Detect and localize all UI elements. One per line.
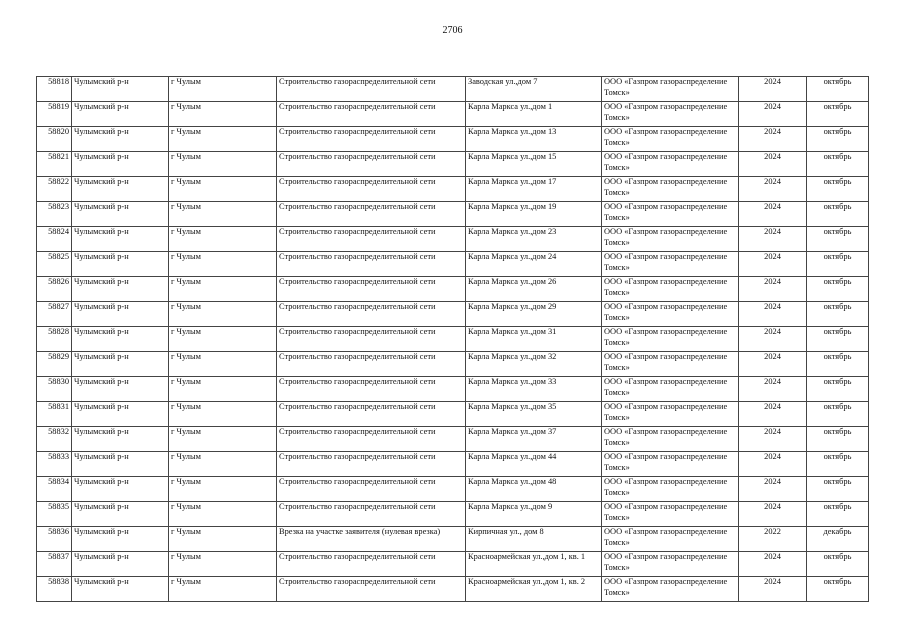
district-cell: Чулымский р-н — [72, 452, 169, 477]
address-cell: Карла Маркса ул.,дом 17 — [466, 177, 602, 202]
organization-cell: ООО «Газпром газораспределение Томск» — [602, 302, 739, 327]
month-cell: октябрь — [807, 277, 869, 302]
district-cell: Чулымский р-н — [72, 152, 169, 177]
table-row — [37, 302, 869, 327]
work-type-cell: Строительство газораспределительной сети — [277, 227, 466, 252]
table-row — [37, 427, 869, 452]
town-cell: г Чулым — [169, 177, 277, 202]
work-type-cell: Строительство газораспределительной сети — [277, 377, 466, 402]
organization-cell: ООО «Газпром газораспределение Томск» — [602, 477, 739, 502]
row-number-cell: 58837 — [37, 552, 72, 577]
row-number-cell: 58825 — [37, 252, 72, 277]
address-cell: Карла Маркса ул.,дом 24 — [466, 252, 602, 277]
table-row — [37, 202, 869, 227]
town-cell: г Чулым — [169, 152, 277, 177]
month-cell: октябрь — [807, 302, 869, 327]
address-cell: Красноармейская ул.,дом 1, кв. 2 — [466, 577, 602, 602]
table-row — [37, 127, 869, 152]
organization-cell: ООО «Газпром газораспределение Томск» — [602, 427, 739, 452]
month-cell: октябрь — [807, 577, 869, 602]
town-cell: г Чулым — [169, 77, 277, 102]
year-cell: 2024 — [739, 427, 807, 452]
gasification-registry-table — [36, 76, 869, 602]
page-number: 2706 — [442, 25, 463, 36]
district-cell: Чулымский р-н — [72, 527, 169, 552]
row-number-cell: 58820 — [37, 127, 72, 152]
month-cell: октябрь — [807, 402, 869, 427]
district-cell: Чулымский р-н — [72, 327, 169, 352]
month-cell: октябрь — [807, 477, 869, 502]
month-cell: октябрь — [807, 352, 869, 377]
year-cell: 2024 — [739, 277, 807, 302]
month-cell: октябрь — [807, 202, 869, 227]
year-cell: 2024 — [739, 227, 807, 252]
work-type-cell: Строительство газораспределительной сети — [277, 327, 466, 352]
year-cell: 2024 — [739, 102, 807, 127]
year-cell: 2024 — [739, 377, 807, 402]
work-type-cell: Строительство газораспределительной сети — [277, 77, 466, 102]
town-cell: г Чулым — [169, 402, 277, 427]
organization-cell: ООО «Газпром газораспределение Томск» — [602, 552, 739, 577]
table-row — [37, 527, 869, 552]
town-cell: г Чулым — [169, 277, 277, 302]
table-row — [37, 102, 869, 127]
year-cell: 2024 — [739, 202, 807, 227]
month-cell: октябрь — [807, 502, 869, 527]
work-type-cell: Строительство газораспределительной сети — [277, 152, 466, 177]
address-cell: Красноармейская ул.,дом 1, кв. 1 — [466, 552, 602, 577]
town-cell: г Чулым — [169, 127, 277, 152]
row-number-cell: 58833 — [37, 452, 72, 477]
work-type-cell: Строительство газораспределительной сети — [277, 102, 466, 127]
town-cell: г Чулым — [169, 552, 277, 577]
address-cell: Карла Маркса ул.,дом 48 — [466, 477, 602, 502]
work-type-cell: Строительство газораспределительной сети — [277, 177, 466, 202]
town-cell: г Чулым — [169, 227, 277, 252]
table-row — [37, 477, 869, 502]
town-cell: г Чулым — [169, 327, 277, 352]
organization-cell: ООО «Газпром газораспределение Томск» — [602, 527, 739, 552]
registry-body — [37, 77, 869, 602]
district-cell: Чулымский р-н — [72, 127, 169, 152]
year-cell: 2024 — [739, 477, 807, 502]
table-row — [37, 327, 869, 352]
organization-cell: ООО «Газпром газораспределение Томск» — [602, 152, 739, 177]
organization-cell: ООО «Газпром газораспределение Томск» — [602, 177, 739, 202]
month-cell: октябрь — [807, 177, 869, 202]
organization-cell: ООО «Газпром газораспределение Томск» — [602, 577, 739, 602]
address-cell: Карла Маркса ул.,дом 19 — [466, 202, 602, 227]
work-type-cell: Строительство газораспределительной сети — [277, 502, 466, 527]
address-cell: Карла Маркса ул.,дом 15 — [466, 152, 602, 177]
month-cell: декабрь — [807, 527, 869, 552]
work-type-cell: Строительство газораспределительной сети — [277, 577, 466, 602]
row-number-cell: 58838 — [37, 577, 72, 602]
month-cell: октябрь — [807, 127, 869, 152]
district-cell: Чулымский р-н — [72, 177, 169, 202]
district-cell: Чулымский р-н — [72, 427, 169, 452]
table-row — [37, 252, 869, 277]
district-cell: Чулымский р-н — [72, 402, 169, 427]
row-number-cell: 58836 — [37, 527, 72, 552]
organization-cell: ООО «Газпром газораспределение Томск» — [602, 352, 739, 377]
work-type-cell: Строительство газораспределительной сети — [277, 252, 466, 277]
address-cell: Карла Маркса ул.,дом 1 — [466, 102, 602, 127]
year-cell: 2024 — [739, 552, 807, 577]
year-cell: 2024 — [739, 302, 807, 327]
work-type-cell: Строительство газораспределительной сети — [277, 452, 466, 477]
district-cell: Чулымский р-н — [72, 202, 169, 227]
year-cell: 2022 — [739, 527, 807, 552]
address-cell: Карла Маркса ул.,дом 13 — [466, 127, 602, 152]
month-cell: октябрь — [807, 77, 869, 102]
table-row — [37, 277, 869, 302]
table-row — [37, 452, 869, 477]
district-cell: Чулымский р-н — [72, 227, 169, 252]
address-cell: Карла Маркса ул.,дом 31 — [466, 327, 602, 352]
row-number-cell: 58829 — [37, 352, 72, 377]
organization-cell: ООО «Газпром газораспределение Томск» — [602, 327, 739, 352]
organization-cell: ООО «Газпром газораспределение Томск» — [602, 502, 739, 527]
year-cell: 2024 — [739, 577, 807, 602]
organization-cell: ООО «Газпром газораспределение Томск» — [602, 252, 739, 277]
town-cell: г Чулым — [169, 427, 277, 452]
row-number-cell: 58822 — [37, 177, 72, 202]
year-cell: 2024 — [739, 152, 807, 177]
row-number-cell: 58821 — [37, 152, 72, 177]
district-cell: Чулымский р-н — [72, 477, 169, 502]
address-cell: Карла Маркса ул.,дом 37 — [466, 427, 602, 452]
district-cell: Чулымский р-н — [72, 577, 169, 602]
year-cell: 2024 — [739, 452, 807, 477]
district-cell: Чулымский р-н — [72, 552, 169, 577]
district-cell: Чулымский р-н — [72, 77, 169, 102]
address-cell: Карла Маркса ул.,дом 26 — [466, 277, 602, 302]
district-cell: Чулымский р-н — [72, 352, 169, 377]
month-cell: октябрь — [807, 327, 869, 352]
district-cell: Чулымский р-н — [72, 502, 169, 527]
table-row — [37, 152, 869, 177]
organization-cell: ООО «Газпром газораспределение Томск» — [602, 402, 739, 427]
district-cell: Чулымский р-н — [72, 302, 169, 327]
organization-cell: ООО «Газпром газораспределение Томск» — [602, 377, 739, 402]
work-type-cell: Строительство газораспределительной сети — [277, 402, 466, 427]
town-cell: г Чулым — [169, 377, 277, 402]
organization-cell: ООО «Газпром газораспределение Томск» — [602, 227, 739, 252]
row-number-cell: 58826 — [37, 277, 72, 302]
table-row — [37, 577, 869, 602]
row-number-cell: 58823 — [37, 202, 72, 227]
town-cell: г Чулым — [169, 302, 277, 327]
town-cell: г Чулым — [169, 102, 277, 127]
district-cell: Чулымский р-н — [72, 377, 169, 402]
address-cell: Карла Маркса ул.,дом 33 — [466, 377, 602, 402]
work-type-cell: Строительство газораспределительной сети — [277, 277, 466, 302]
row-number-cell: 58831 — [37, 402, 72, 427]
address-cell: Карла Маркса ул.,дом 44 — [466, 452, 602, 477]
work-type-cell: Врезка на участке заявителя (нулевая врезка) — [277, 527, 466, 552]
town-cell: г Чулым — [169, 577, 277, 602]
year-cell: 2024 — [739, 352, 807, 377]
town-cell: г Чулым — [169, 252, 277, 277]
month-cell: октябрь — [807, 552, 869, 577]
address-cell: Карла Маркса ул.,дом 23 — [466, 227, 602, 252]
work-type-cell: Строительство газораспределительной сети — [277, 352, 466, 377]
year-cell: 2024 — [739, 252, 807, 277]
table-row — [37, 227, 869, 252]
table-row — [37, 377, 869, 402]
month-cell: октябрь — [807, 427, 869, 452]
month-cell: октябрь — [807, 227, 869, 252]
table-row — [37, 402, 869, 427]
district-cell: Чулымский р-н — [72, 277, 169, 302]
row-number-cell: 58819 — [37, 102, 72, 127]
organization-cell: ООО «Газпром газораспределение Томск» — [602, 277, 739, 302]
address-cell: Карла Маркса ул.,дом 29 — [466, 302, 602, 327]
month-cell: октябрь — [807, 377, 869, 402]
town-cell: г Чулым — [169, 202, 277, 227]
table-row — [37, 177, 869, 202]
district-cell: Чулымский р-н — [72, 252, 169, 277]
table-row — [37, 352, 869, 377]
address-cell: Карла Маркса ул.,дом 9 — [466, 502, 602, 527]
organization-cell: ООО «Газпром газораспределение Томск» — [602, 202, 739, 227]
table-row — [37, 552, 869, 577]
work-type-cell: Строительство газораспределительной сети — [277, 477, 466, 502]
year-cell: 2024 — [739, 502, 807, 527]
row-number-cell: 58830 — [37, 377, 72, 402]
year-cell: 2024 — [739, 77, 807, 102]
organization-cell: ООО «Газпром газораспределение Томск» — [602, 102, 739, 127]
row-number-cell: 58835 — [37, 502, 72, 527]
work-type-cell: Строительство газораспределительной сети — [277, 202, 466, 227]
year-cell: 2024 — [739, 327, 807, 352]
organization-cell: ООО «Газпром газораспределение Томск» — [602, 452, 739, 477]
town-cell: г Чулым — [169, 477, 277, 502]
table-row — [37, 502, 869, 527]
table-row — [37, 77, 869, 102]
address-cell: Заводская ул.,дом 7 — [466, 77, 602, 102]
address-cell: Карла Маркса ул.,дом 35 — [466, 402, 602, 427]
row-number-cell: 58828 — [37, 327, 72, 352]
month-cell: октябрь — [807, 452, 869, 477]
year-cell: 2024 — [739, 127, 807, 152]
address-cell: Карла Маркса ул.,дом 32 — [466, 352, 602, 377]
organization-cell: ООО «Газпром газораспределение Томск» — [602, 77, 739, 102]
row-number-cell: 58818 — [37, 77, 72, 102]
row-number-cell: 58834 — [37, 477, 72, 502]
work-type-cell: Строительство газораспределительной сети — [277, 127, 466, 152]
year-cell: 2024 — [739, 177, 807, 202]
work-type-cell: Строительство газораспределительной сети — [277, 427, 466, 452]
year-cell: 2024 — [739, 402, 807, 427]
row-number-cell: 58824 — [37, 227, 72, 252]
address-cell: Кирпичная ул., дом 8 — [466, 527, 602, 552]
town-cell: г Чулым — [169, 502, 277, 527]
town-cell: г Чулым — [169, 452, 277, 477]
town-cell: г Чулым — [169, 352, 277, 377]
month-cell: октябрь — [807, 252, 869, 277]
work-type-cell: Строительство газораспределительной сети — [277, 302, 466, 327]
district-cell: Чулымский р-н — [72, 102, 169, 127]
row-number-cell: 58832 — [37, 427, 72, 452]
row-number-cell: 58827 — [37, 302, 72, 327]
month-cell: октябрь — [807, 102, 869, 127]
town-cell: г Чулым — [169, 527, 277, 552]
month-cell: октябрь — [807, 152, 869, 177]
work-type-cell: Строительство газораспределительной сети — [277, 552, 466, 577]
organization-cell: ООО «Газпром газораспределение Томск» — [602, 127, 739, 152]
